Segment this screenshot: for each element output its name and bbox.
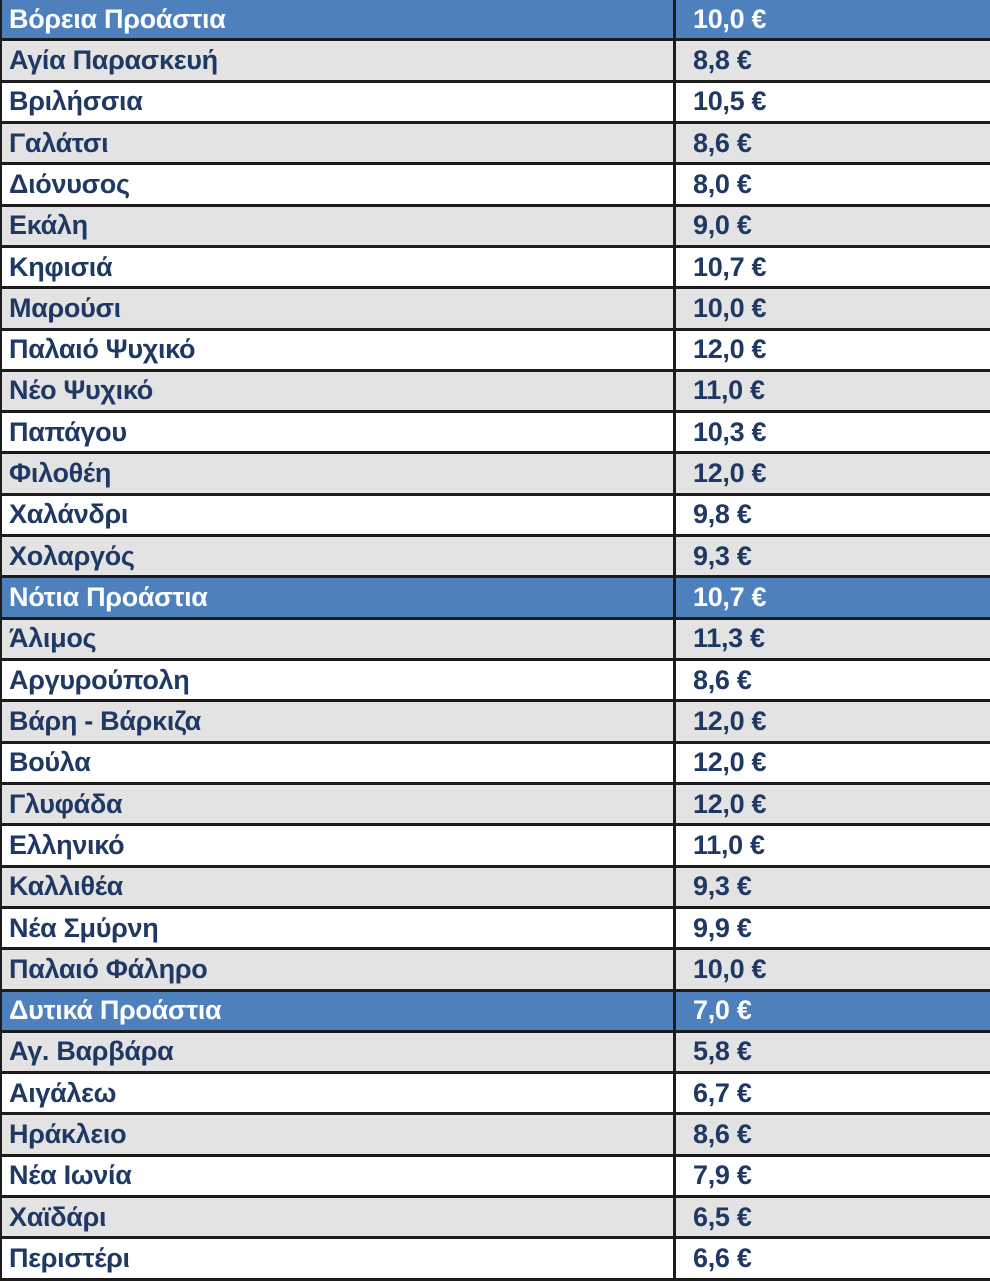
section-header-row (2, 578, 990, 619)
area-name: Γλυφάδα (2, 785, 676, 823)
table-row (2, 207, 990, 248)
area-name: Νότια Προάστια (2, 578, 676, 616)
area-price: 6,5 € (693, 1201, 752, 1232)
table-row (2, 1239, 990, 1280)
table-row (2, 1157, 990, 1198)
area-price: 10,7 € (693, 251, 767, 282)
area-name: Μαρούσι (2, 289, 676, 327)
table-row (2, 454, 990, 495)
area-price: 6,6 € (693, 1243, 752, 1274)
area-price: 11,0 € (693, 829, 765, 860)
table-row (2, 1115, 990, 1156)
table-row (2, 165, 990, 206)
table-row (2, 909, 990, 950)
area-price: 9,3 € (693, 871, 752, 902)
area-price: 7,0 € (693, 995, 752, 1026)
area-price: 8,8 € (693, 44, 752, 75)
area-price: 10,3 € (693, 416, 767, 447)
table-row (2, 744, 990, 785)
area-price: 6,7 € (693, 1077, 752, 1108)
area-price: 8,6 € (693, 664, 752, 695)
area-price: 9,9 € (693, 912, 752, 943)
table-row (2, 372, 990, 413)
table-row (2, 83, 990, 124)
area-name: Αγία Παρασκευή (2, 41, 676, 79)
area-price: 10,0 € (693, 292, 767, 323)
area-name: Δυτικά Προάστια (2, 992, 676, 1030)
area-name: Νέα Σμύρνη (2, 909, 676, 947)
area-name: Ελληνικό (2, 826, 676, 864)
area-price: 9,0 € (693, 210, 752, 241)
table-row (2, 826, 990, 867)
area-price: 10,0 € (693, 3, 767, 34)
table-row (2, 537, 990, 578)
area-price: 12,0 € (693, 788, 767, 819)
area-name: Βούλα (2, 744, 676, 782)
area-price: 12,0 € (693, 458, 767, 489)
table-row (2, 1198, 990, 1239)
area-name: Βόρεια Προάστια (2, 0, 676, 38)
area-name: Παλαιό Ψυχικό (2, 331, 676, 369)
table-row (2, 289, 990, 330)
table-row (2, 124, 990, 165)
area-name: Αγ. Βαρβάρα (2, 1033, 676, 1071)
area-name: Χαλάνδρι (2, 496, 676, 534)
area-name: Καλλιθέα (2, 868, 676, 906)
area-price: 12,0 € (693, 705, 767, 736)
table-row (2, 1033, 990, 1074)
table-row (2, 331, 990, 372)
table-row (2, 496, 990, 537)
table-row (2, 785, 990, 826)
area-name: Νέα Ιωνία (2, 1157, 676, 1195)
table-row (2, 950, 990, 991)
table-row (2, 248, 990, 289)
area-price: 10,7 € (693, 582, 767, 613)
section-header-row (2, 0, 990, 41)
area-name: Άλιμος (2, 620, 676, 658)
area-name: Βάρη - Βάρκιζα (2, 702, 676, 740)
area-name: Χολαργός (2, 537, 676, 575)
area-price: 10,0 € (693, 953, 767, 984)
table-row (2, 1074, 990, 1115)
area-name: Φιλοθέη (2, 454, 676, 492)
area-name: Εκάλη (2, 207, 676, 245)
area-name: Παλαιό Φάληρο (2, 950, 676, 988)
area-price: 7,9 € (693, 1160, 752, 1191)
area-name: Αιγάλεω (2, 1074, 676, 1112)
table-row (2, 661, 990, 702)
area-name: Νέο Ψυχικό (2, 372, 676, 410)
area-price: 12,0 € (693, 747, 767, 778)
table-row (2, 41, 990, 82)
area-price: 8,0 € (693, 168, 752, 199)
area-name: Διόνυσος (2, 165, 676, 203)
table-row (2, 702, 990, 743)
area-name: Βριλήσσια (2, 83, 676, 121)
area-price: 12,0 € (693, 334, 767, 365)
area-name: Κηφισιά (2, 248, 676, 286)
section-header-row (2, 992, 990, 1033)
table-row (2, 413, 990, 454)
area-price: 9,3 € (693, 540, 752, 571)
area-price: 11,0 € (693, 375, 765, 406)
area-price: 11,3 € (693, 623, 765, 654)
area-name: Παπάγου (2, 413, 676, 451)
area-name: Αργυρούπολη (2, 661, 676, 699)
area-name: Χαϊδάρι (2, 1198, 676, 1236)
area-price: 8,6 € (693, 1119, 752, 1150)
area-price: 10,5 € (693, 86, 767, 117)
area-price: 9,8 € (693, 499, 752, 530)
table-row (2, 620, 990, 661)
area-price: 5,8 € (693, 1036, 752, 1067)
area-name: Ηράκλειο (2, 1115, 676, 1153)
area-name: Γαλάτσι (2, 124, 676, 162)
area-name: Περιστέρι (2, 1239, 676, 1277)
area-price: 8,6 € (693, 127, 752, 158)
table-row (2, 868, 990, 909)
